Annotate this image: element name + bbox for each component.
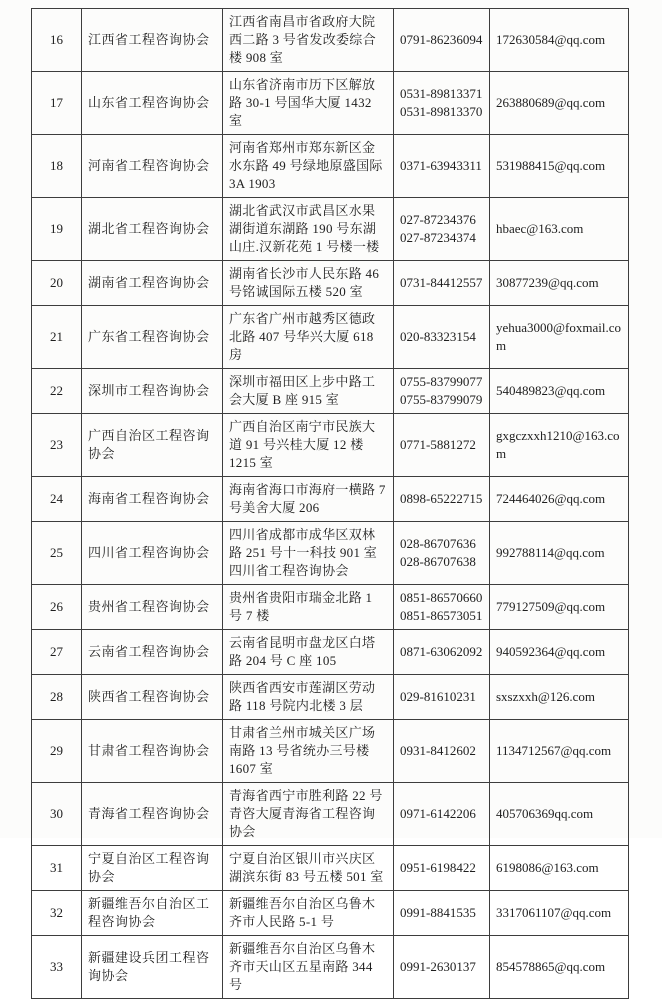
email-cell: 540489823@qq.com [490, 369, 629, 414]
phone-cell [394, 477, 490, 522]
phone-cell [394, 522, 490, 585]
phone-cell [394, 936, 490, 999]
email-cell: hbaec@163.com [490, 198, 629, 261]
phone-cell [394, 891, 490, 936]
address-cell: 湖南省长沙市人民东路 46 号铭诚国际五楼 520 室 [223, 261, 394, 306]
row-number-cell: 32 [32, 891, 82, 936]
phone-number: 0951-6198422 [400, 860, 476, 875]
association-name-cell: 山东省工程咨询协会 [82, 72, 223, 135]
table-row [32, 72, 629, 135]
table-row [32, 783, 629, 846]
phone-cell [394, 675, 490, 720]
row-number-cell: 17 [32, 72, 82, 135]
phone-number: 0531-89813371 [400, 86, 483, 101]
phone-number: 0898-65222715 [400, 491, 483, 506]
address-cell: 广东省广州市越秀区德政北路 407 号华兴大厦 618 房 [223, 306, 394, 369]
phone-number: 0871-63062092 [400, 644, 483, 659]
phone-cell [394, 585, 490, 630]
row-number-cell: 21 [32, 306, 82, 369]
phone-cell [394, 261, 490, 306]
address-cell: 新疆维吾尔自治区乌鲁木齐市人民路 5-1 号 [223, 891, 394, 936]
phone-cell [394, 9, 490, 72]
table-row [32, 720, 629, 783]
association-name-cell: 广东省工程咨询协会 [82, 306, 223, 369]
table-row [32, 306, 629, 369]
table-row [32, 675, 629, 720]
address-cell: 湖北省武汉市武昌区水果湖街道东湖路 190 号东湖山庄.汉新花苑 1 号楼一楼 [223, 198, 394, 261]
phone-number: 029-81610231 [400, 689, 476, 704]
table-row [32, 522, 629, 585]
table-row [32, 369, 629, 414]
email-cell: 30877239@qq.com [490, 261, 629, 306]
row-number-cell: 26 [32, 585, 82, 630]
phone-number: 0971-6142206 [400, 806, 476, 821]
phone-number: 0991-8841535 [400, 905, 476, 920]
phone-number: 0755-83799077 [400, 374, 483, 389]
association-name-cell: 甘肃省工程咨询协会 [82, 720, 223, 783]
email-cell: 854578865@qq.com [490, 936, 629, 999]
address-cell: 甘肃省兰州市城关区广场南路 13 号省统办三号楼 1607 室 [223, 720, 394, 783]
phone-number: 0731-84412557 [400, 275, 483, 290]
row-number-cell: 24 [32, 477, 82, 522]
phone-cell [394, 846, 490, 891]
phone-cell [394, 783, 490, 846]
contact-table-body [32, 9, 629, 999]
phone-number: 0991-2630137 [400, 959, 476, 974]
association-name-cell: 江西省工程咨询协会 [82, 9, 223, 72]
email-cell: 531988415@qq.com [490, 135, 629, 198]
address-cell: 广西自治区南宁市民族大道 91 号兴桂大厦 12 楼 1215 室 [223, 414, 394, 477]
row-number-cell: 20 [32, 261, 82, 306]
email-cell: yehua3000@foxmail.com [490, 306, 629, 369]
table-row [32, 9, 629, 72]
row-number-cell: 16 [32, 9, 82, 72]
phone-number: 0371-63943311 [400, 158, 482, 173]
table-row [32, 891, 629, 936]
association-name-cell: 青海省工程咨询协会 [82, 783, 223, 846]
email-cell: 940592364@qq.com [490, 630, 629, 675]
email-cell: 405706369qq.com [490, 783, 629, 846]
phone-cell [394, 135, 490, 198]
row-number-cell: 25 [32, 522, 82, 585]
table-row [32, 477, 629, 522]
phone-number: 0755-83799079 [400, 392, 483, 407]
address-cell: 四川省成都市成华区双林路 251 号十一科技 901 室四川省工程咨询协会 [223, 522, 394, 585]
phone-number: 0791-86236094 [400, 32, 483, 47]
phone-cell [394, 72, 490, 135]
row-number-cell: 27 [32, 630, 82, 675]
row-number-cell: 18 [32, 135, 82, 198]
table-row [32, 936, 629, 999]
table-row [32, 198, 629, 261]
phone-number: 0851-86573051 [400, 608, 483, 623]
address-cell: 青海省西宁市胜利路 22 号青咨大厦青海省工程咨询协会 [223, 783, 394, 846]
email-cell: 172630584@qq.com [490, 9, 629, 72]
table-row [32, 414, 629, 477]
phone-number: 028-86707636 [400, 536, 476, 551]
phone-cell [394, 630, 490, 675]
address-cell: 云南省昆明市盘龙区白塔路 204 号 C 座 105 [223, 630, 394, 675]
row-number-cell: 19 [32, 198, 82, 261]
phone-number: 028-86707638 [400, 554, 476, 569]
address-cell: 海南省海口市海府一横路 7 号美舍大厦 206 [223, 477, 394, 522]
address-cell: 深圳市福田区上步中路工会大厦 B 座 915 室 [223, 369, 394, 414]
email-cell: sxszxxh@126.com [490, 675, 629, 720]
address-cell: 陕西省西安市莲湖区劳动路 118 号院内北楼 3 层 [223, 675, 394, 720]
association-name-cell: 海南省工程咨询协会 [82, 477, 223, 522]
table-row [32, 261, 629, 306]
row-number-cell: 28 [32, 675, 82, 720]
address-cell: 山东省济南市历下区解放路 30-1 号国华大厦 1432 室 [223, 72, 394, 135]
phone-number: 027-87234374 [400, 230, 476, 245]
association-name-cell: 宁夏自治区工程咨询协会 [82, 846, 223, 891]
address-cell: 贵州省贵阳市瑞金北路 1 号 7 楼 [223, 585, 394, 630]
table-row [32, 846, 629, 891]
phone-cell [394, 414, 490, 477]
phone-cell [394, 369, 490, 414]
association-name-cell: 新疆维吾尔自治区工程咨询协会 [82, 891, 223, 936]
phone-number: 0531-89813370 [400, 104, 483, 119]
association-name-cell: 陕西省工程咨询协会 [82, 675, 223, 720]
phone-cell [394, 720, 490, 783]
association-name-cell: 云南省工程咨询协会 [82, 630, 223, 675]
phone-cell [394, 306, 490, 369]
address-cell: 宁夏自治区银川市兴庆区湖滨东街 83 号五楼 501 室 [223, 846, 394, 891]
row-number-cell: 31 [32, 846, 82, 891]
address-cell: 新疆维吾尔自治区乌鲁木齐市天山区五星南路 344 号 [223, 936, 394, 999]
association-name-cell: 新疆建设兵团工程咨询协会 [82, 936, 223, 999]
association-name-cell: 河南省工程咨询协会 [82, 135, 223, 198]
association-name-cell: 湖北省工程咨询协会 [82, 198, 223, 261]
email-cell: 6198086@163.com [490, 846, 629, 891]
row-number-cell: 23 [32, 414, 82, 477]
address-cell: 江西省南昌市省政府大院西二路 3 号省发改委综合楼 908 室 [223, 9, 394, 72]
phone-number: 020-83323154 [400, 329, 476, 344]
row-number-cell: 30 [32, 783, 82, 846]
table-row [32, 630, 629, 675]
table-row [32, 585, 629, 630]
association-name-cell: 广西自治区工程咨询协会 [82, 414, 223, 477]
phone-number: 0771-5881272 [400, 437, 476, 452]
phone-number: 027-87234376 [400, 212, 476, 227]
email-cell: 3317061107@qq.com [490, 891, 629, 936]
association-name-cell: 四川省工程咨询协会 [82, 522, 223, 585]
row-number-cell: 29 [32, 720, 82, 783]
email-cell: 779127509@qq.com [490, 585, 629, 630]
phone-cell [394, 198, 490, 261]
row-number-cell: 22 [32, 369, 82, 414]
table-row [32, 135, 629, 198]
association-name-cell: 湖南省工程咨询协会 [82, 261, 223, 306]
phone-number: 0931-8412602 [400, 743, 476, 758]
phone-number: 0851-86570660 [400, 590, 483, 605]
row-number-cell: 33 [32, 936, 82, 999]
association-name-cell: 贵州省工程咨询协会 [82, 585, 223, 630]
address-cell: 河南省郑州市郑东新区金水东路 49 号绿地原盛国际 3A 1903 [223, 135, 394, 198]
association-contact-table [31, 8, 629, 999]
email-cell: 992788114@qq.com [490, 522, 629, 585]
email-cell: gxgczxxh1210@163.com [490, 414, 629, 477]
association-name-cell: 深圳市工程咨询协会 [82, 369, 223, 414]
email-cell: 724464026@qq.com [490, 477, 629, 522]
email-cell: 1134712567@qq.com [490, 720, 629, 783]
email-cell: 263880689@qq.com [490, 72, 629, 135]
